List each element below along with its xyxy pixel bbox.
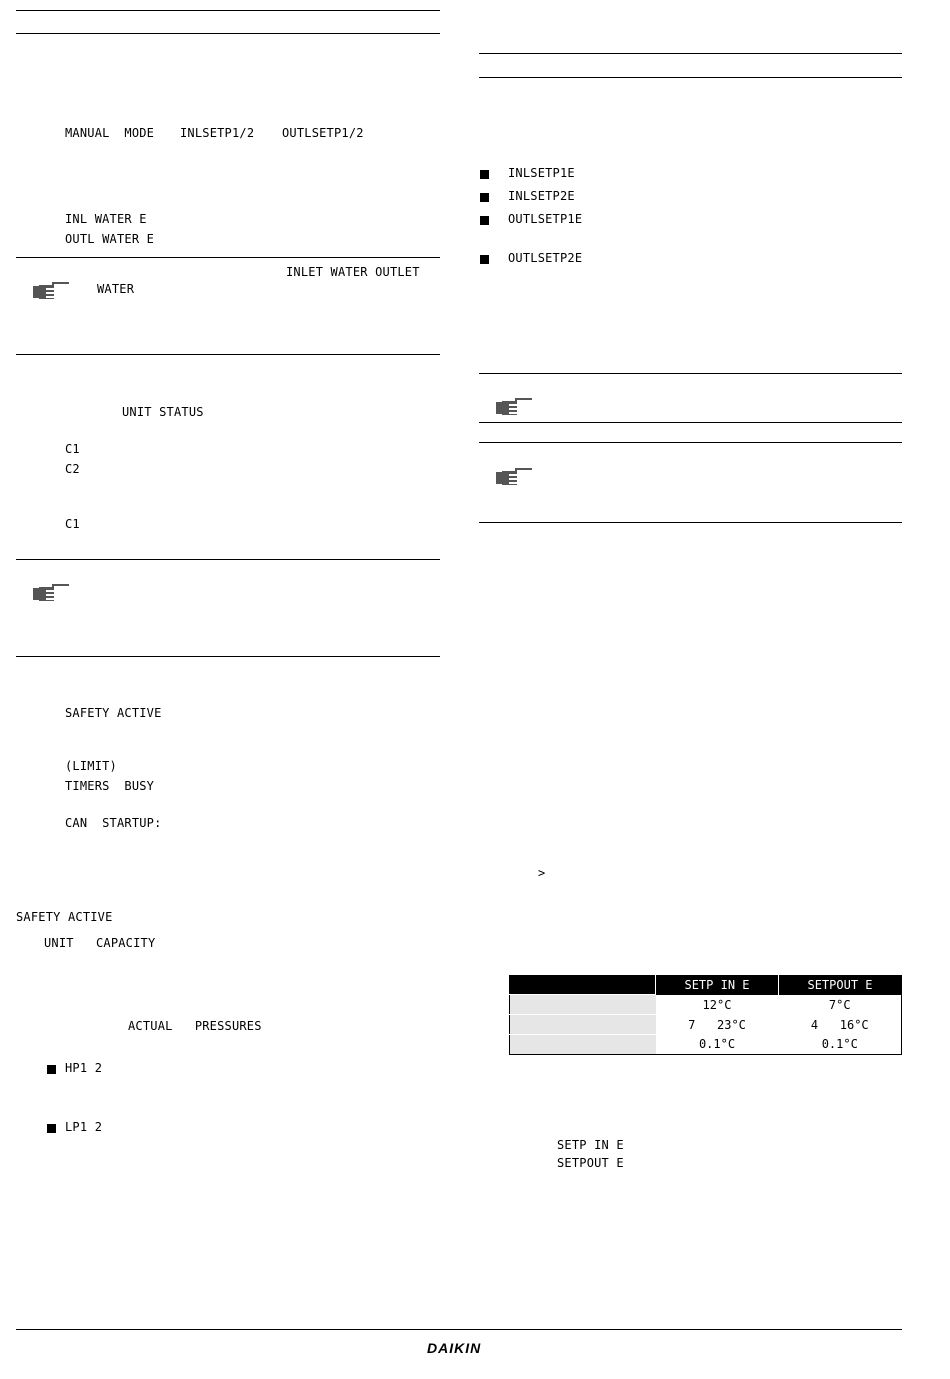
c1-label: C1 <box>65 517 80 531</box>
inl-water-label: INL WATER E <box>65 212 147 226</box>
inlet-water-outlet-text: INLET WATER OUTLET <box>286 265 420 279</box>
rule <box>16 33 440 34</box>
rule <box>479 442 902 443</box>
table-cell <box>510 1015 656 1035</box>
outl-water-label: OUTL WATER E <box>65 232 155 246</box>
table-header-cell: SETPOUT E <box>779 976 902 995</box>
rule <box>479 522 902 523</box>
outlsetp-label: OUTLSETP1/2 <box>282 126 364 140</box>
unit-status-label: UNIT STATUS <box>122 405 204 419</box>
c1-label: C1 <box>65 442 80 456</box>
footer-rule <box>16 1329 902 1330</box>
table-row <box>510 995 902 1015</box>
rule <box>479 422 902 423</box>
bullet-icon <box>480 193 489 202</box>
pointing-hand-icon <box>32 280 72 304</box>
table-cell: 7 23°C <box>688 1017 746 1032</box>
inlsetp-label: INLSETP1/2 <box>180 126 255 140</box>
setpoint-item: INLSETP1E <box>508 166 575 180</box>
table-row <box>510 1015 902 1035</box>
pointing-hand-icon <box>495 396 535 420</box>
table-row <box>510 1035 902 1055</box>
table-cell: 7°C <box>828 997 851 1012</box>
table-cell: 4 16°C <box>810 1017 869 1032</box>
c2-label: C2 <box>65 462 80 476</box>
bullet-icon <box>47 1065 56 1074</box>
table-cell: 0.1°C <box>698 1037 736 1052</box>
rule <box>479 53 902 54</box>
daikin-logo: DAIKIN <box>427 1340 482 1356</box>
setpoint-item: OUTLSETP1E <box>508 212 583 226</box>
safety-active-label: SAFETY ACTIVE <box>16 910 113 924</box>
bullet-icon <box>47 1124 56 1133</box>
bullet-icon <box>480 255 489 264</box>
setpoint-item: INLSETP2E <box>508 189 575 203</box>
rule <box>479 77 902 78</box>
rule <box>16 559 440 560</box>
limit-label: (LIMIT) <box>65 759 117 773</box>
setp-in-label: SETP IN E <box>557 1138 624 1152</box>
rule <box>16 656 440 657</box>
setpout-label: SETPOUT E <box>557 1156 624 1170</box>
rule <box>16 10 440 11</box>
actual-pressures-label: ACTUAL PRESSURES <box>128 1019 262 1033</box>
bullet-icon <box>480 216 489 225</box>
table-header-row <box>510 976 902 995</box>
table-cell: 0.1°C <box>821 1037 858 1052</box>
rule <box>479 373 902 374</box>
lp-label: LP1 2 <box>65 1120 103 1134</box>
safety-active-label: SAFETY ACTIVE <box>65 706 162 720</box>
hp-label: HP1 2 <box>65 1061 103 1075</box>
pointing-hand-icon <box>32 582 72 606</box>
can-startup-label: CAN STARTUP: <box>65 816 162 830</box>
bullet-icon <box>480 170 489 179</box>
table-cell <box>510 995 656 1015</box>
water-text: WATER <box>97 282 135 296</box>
unit-capacity-label: UNIT CAPACITY <box>44 936 156 950</box>
table-header-cell: SETP IN E <box>656 976 779 995</box>
setpoint-table <box>509 975 902 1055</box>
rule <box>16 354 440 355</box>
manual-mode-label: MANUAL MODE <box>65 126 155 140</box>
chevron-right-icon: > <box>538 866 546 880</box>
table-cell: 12°C <box>702 997 732 1012</box>
table-header-cell <box>510 976 656 995</box>
setpoint-item: OUTLSETP2E <box>508 251 583 265</box>
rule <box>16 257 440 258</box>
table-cell <box>510 1035 656 1055</box>
timers-busy-label: TIMERS BUSY <box>65 779 155 793</box>
pointing-hand-icon <box>495 466 535 490</box>
